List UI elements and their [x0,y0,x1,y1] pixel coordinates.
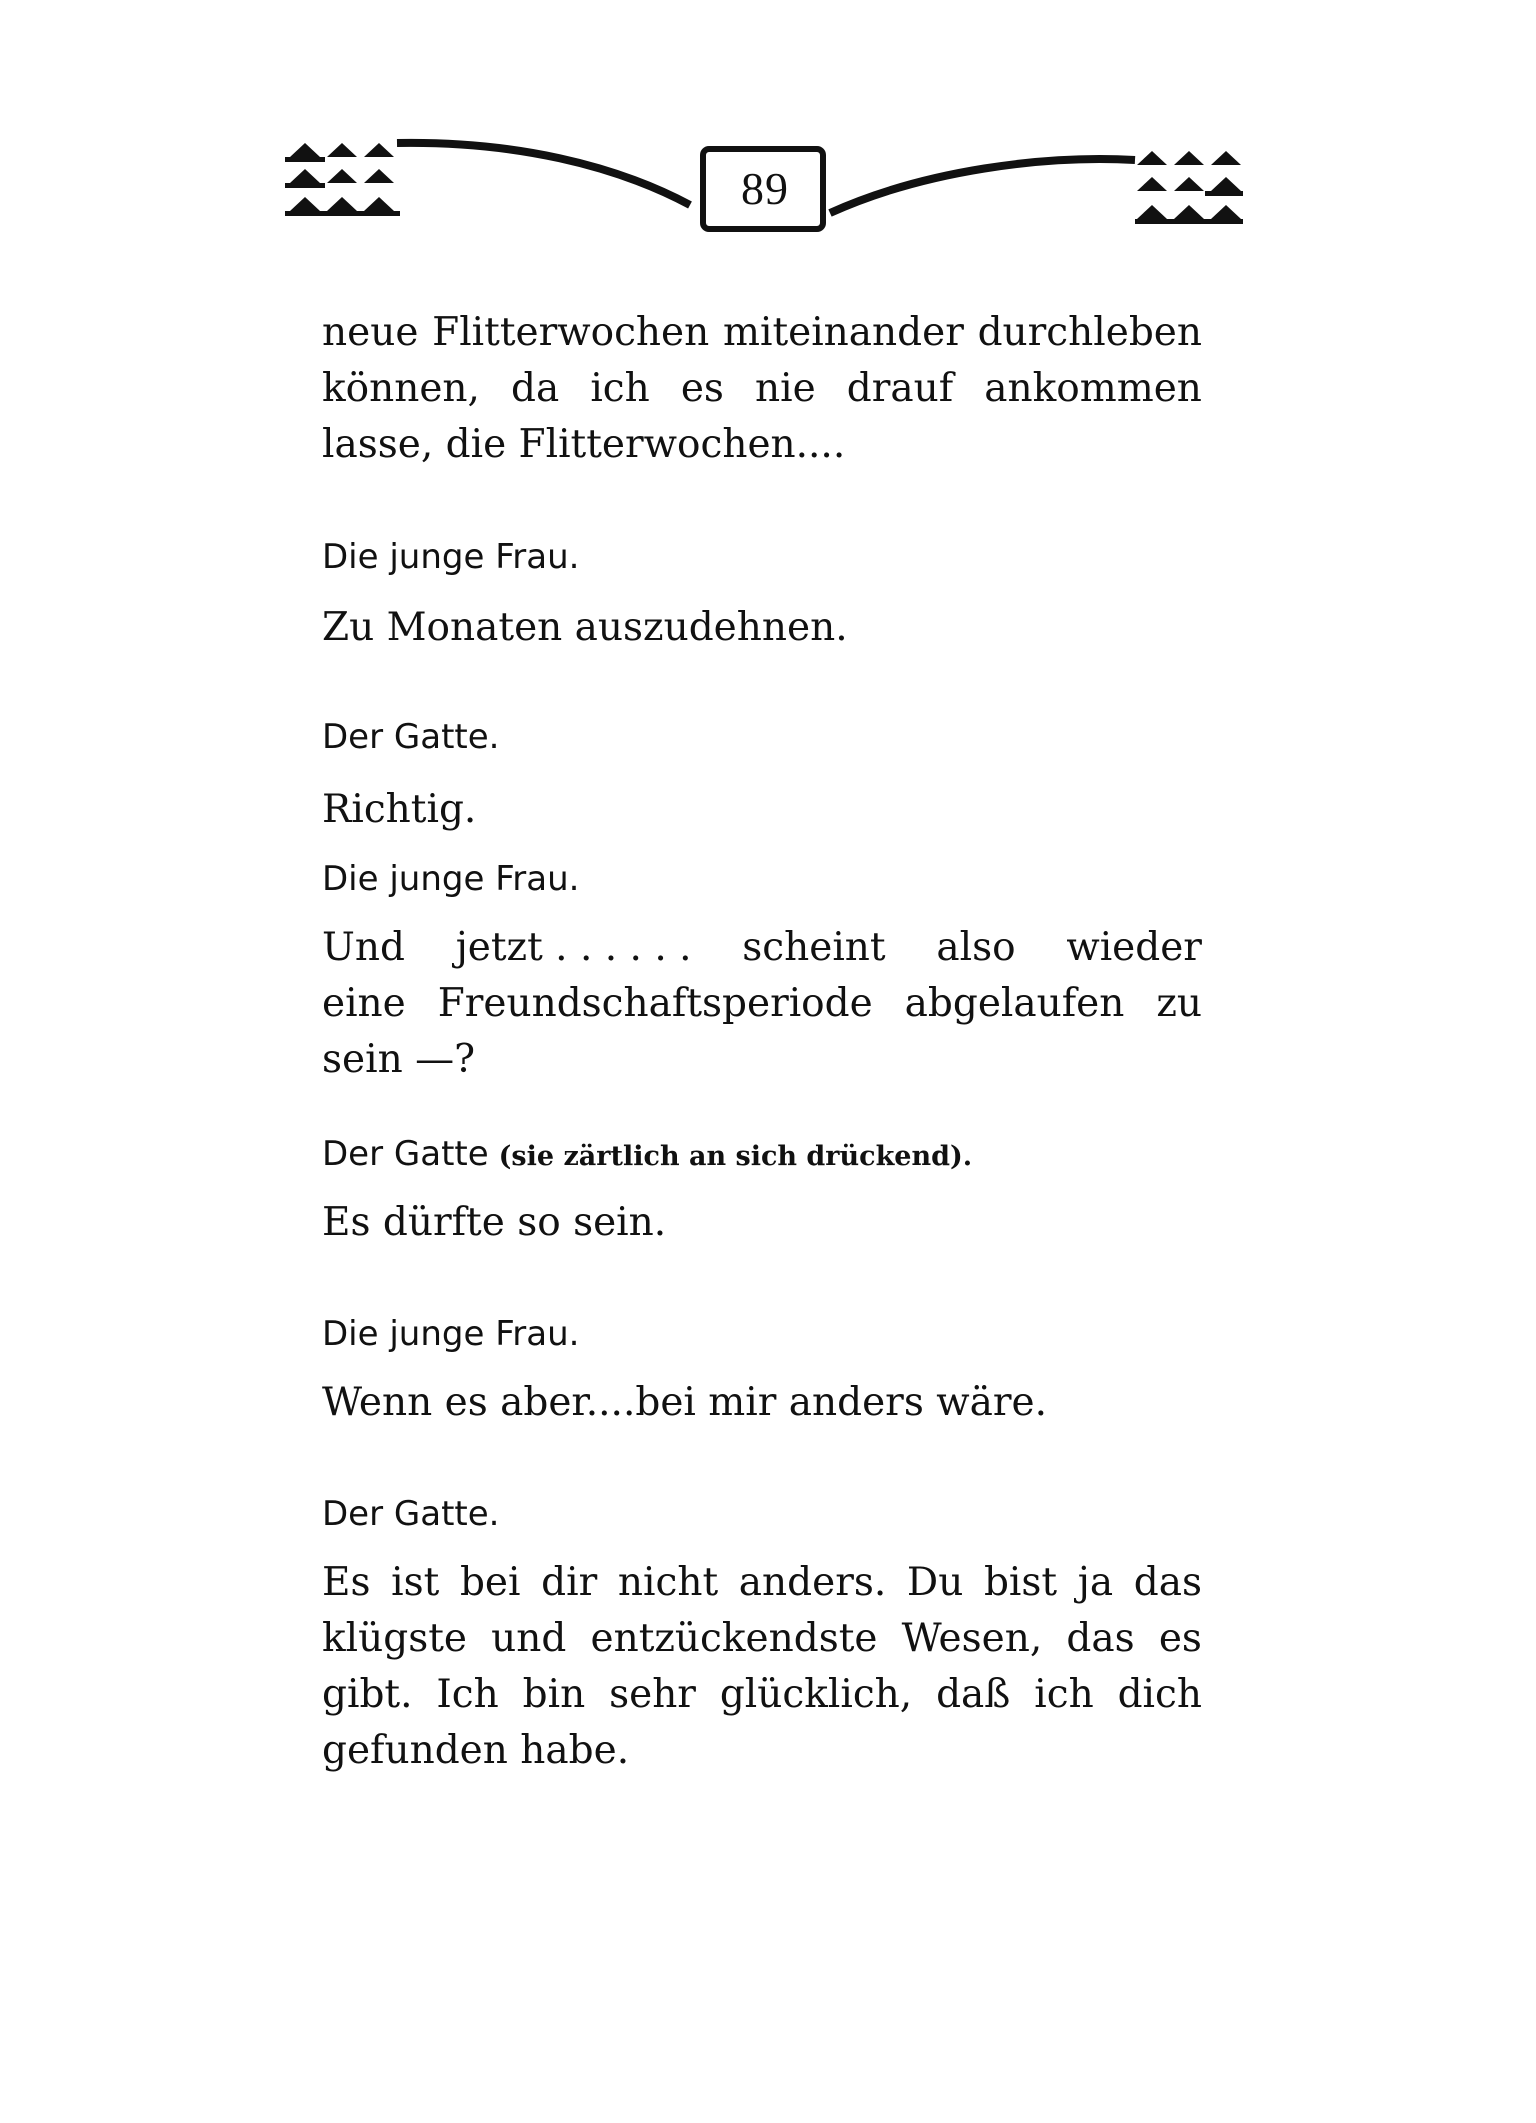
word: Freundschaftsperiode [437,981,873,1026]
word: entzückendste [590,1616,878,1661]
word: dir [541,1560,598,1605]
word: können, [322,366,480,411]
left-spade-cluster-icon [285,143,400,216]
text-line [322,1723,1202,1779]
word: bist [983,1560,1058,1605]
word: neue [322,310,419,355]
text-line [322,1555,1202,1611]
word: nie [755,366,816,411]
text-line [322,361,1202,417]
word: Ich [436,1672,499,1717]
text-line [322,920,1202,976]
word: zu [1156,981,1202,1026]
word: Du [906,1560,964,1605]
word: sein —? [322,1037,475,1082]
word: da [511,366,560,411]
word: ich [590,366,650,411]
word: ankommen [984,366,1202,411]
dialogue-line: Richtig. [322,787,477,832]
word: durchleben [977,310,1202,355]
dialogue-line: Zu Monaten auszudehnen. [322,605,848,650]
word: es [680,366,724,411]
text-line [322,417,1202,473]
word: anders. [738,1560,887,1605]
text-line [322,305,1202,361]
word: das [1133,1560,1202,1605]
word: bei [459,1560,521,1605]
text-line [322,1667,1202,1723]
word: ist [391,1560,440,1605]
stage-direction: (sie zärtlich an sich drückend). [498,1141,973,1172]
word: daß [936,1672,1011,1717]
dialogue-line: Wenn es aber....bei mir anders wäre. [322,1380,1047,1425]
dialogue-line: Es dürfte so sein. [322,1200,667,1245]
word: ja [1077,1560,1114,1605]
word: klügste [322,1616,467,1661]
speaker-label: Die junge Frau. [322,537,580,577]
text-line [322,1611,1202,1667]
word: dich [1117,1672,1202,1717]
word: nicht [617,1560,719,1605]
word: ich [1034,1672,1094,1717]
word: sehr [609,1672,696,1717]
paragraph [322,1555,1202,1779]
speaker-label: Die junge Frau. [322,859,580,899]
word: das [1066,1616,1135,1661]
speaker-label: Der Gatte. [322,717,500,757]
word: also [936,925,1016,970]
speaker-label: Die junge Frau. [322,1314,580,1354]
word: es [1158,1616,1202,1661]
word: Flitterwochen [432,310,710,355]
word: wieder [1066,925,1202,970]
text-line [322,1032,1202,1088]
word: drauf [846,366,954,411]
word: gefunden habe. [322,1728,630,1773]
word: Und [322,925,405,970]
text-line [322,976,1202,1032]
word: jetzt . . . . . . [455,925,692,970]
paragraph [322,920,1202,1088]
word: gibt. [322,1672,413,1717]
page-number: 89 [741,162,789,214]
speaker-label: Der Gatte. [322,1494,500,1534]
right-spade-cluster-icon [1135,151,1243,224]
word: scheint [742,925,886,970]
word: bin [522,1672,586,1717]
word: miteinander [722,310,964,355]
word: Es [322,1560,371,1605]
word: glücklich, [719,1672,913,1717]
paragraph [322,305,1202,473]
speaker-label [322,1130,1202,1181]
word: abgelaufen [904,981,1125,1026]
word: und [491,1616,567,1661]
word: eine [322,981,406,1026]
speaker-name: Der Gatte [322,1134,489,1174]
word: Wesen, [901,1616,1043,1661]
word: lasse, die Flitterwochen.... [322,422,846,467]
